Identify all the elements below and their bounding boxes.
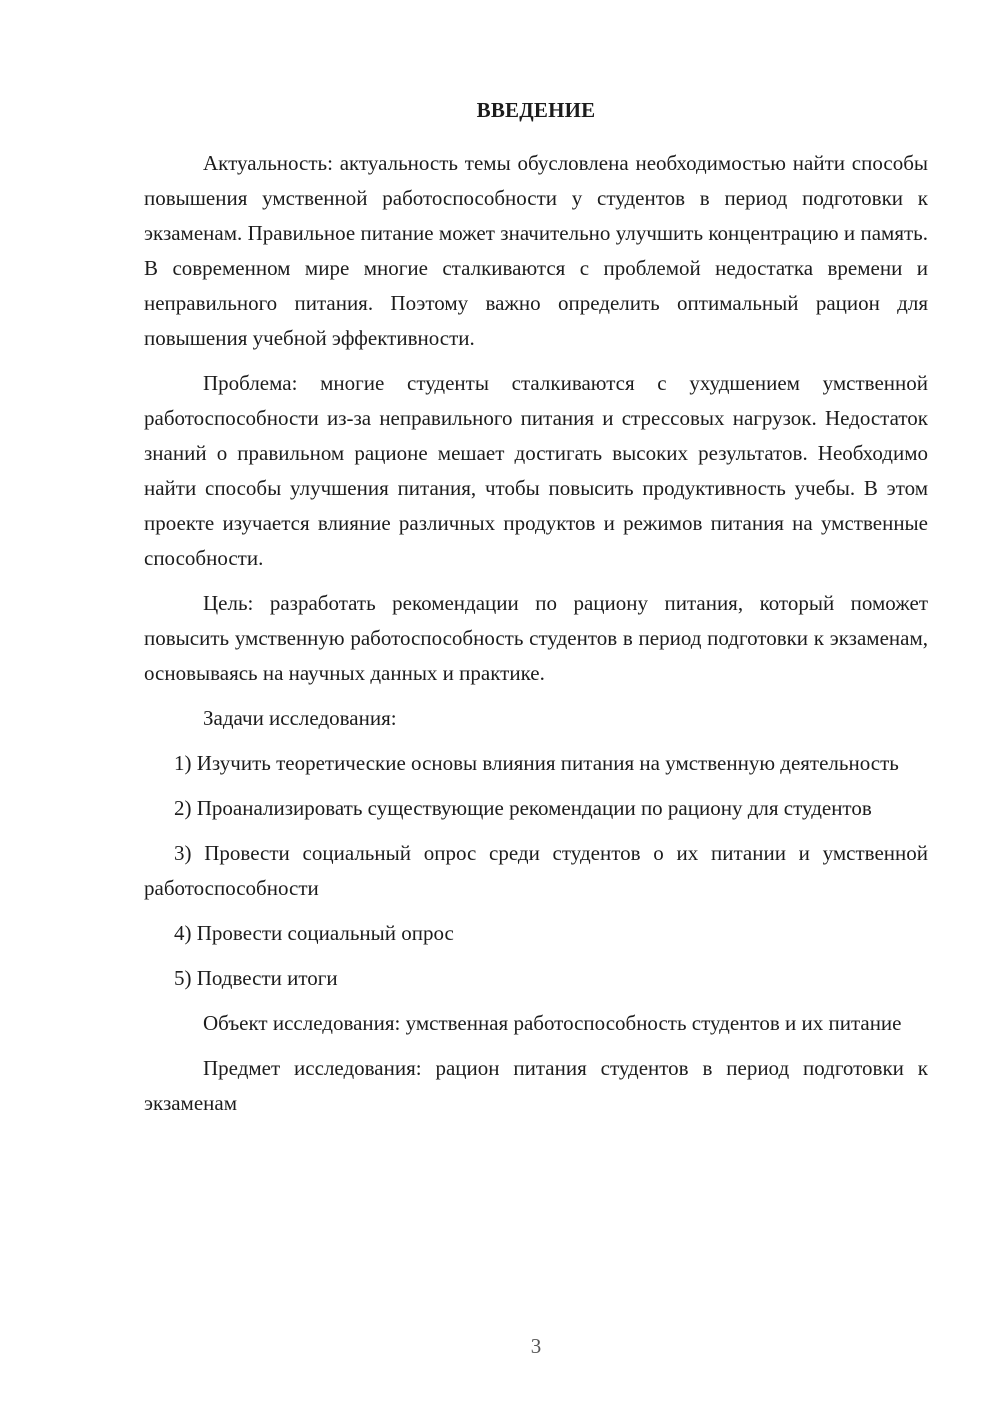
subject-paragraph: Предмет исследования: рацион питания студентов в период подготовки к экзаменам [144, 1056, 928, 1115]
tasks-heading: Задачи исследования: [203, 706, 397, 730]
task-item-2: 2) Проанализировать существующие рекомендации по рациону для студентов [174, 796, 872, 820]
goal-paragraph: Цель: разработать рекомендации по рациону питания, который поможет повысить умственную работоспособность студентов в период подготовки к экзаменам, основываясь на научных данных и практике. [144, 591, 928, 685]
page-number: 3 [530, 1334, 542, 1358]
task-item-1: 1) Изучить теоретические основы влияния питания на умственную деятельность [174, 751, 899, 775]
task-item-4: 4) Провести социальный опрос [174, 921, 454, 945]
relevance-paragraph: Актуальность: актуальность темы обусловлена необходимостью найти способы повышения умственной работоспособности у студентов в период подготовки к экзаменам. Правильное питание может значительно улучшить концентрацию и память. В современном мире многие сталкиваются с проблемой недостатка времени и неправильного питания. Поэтому важно определить оптимальный рацион для повышения учебной эффективности. [144, 151, 928, 350]
document-page [144, 96, 928, 1121]
problem-paragraph: Проблема: многие студенты сталкиваются с ухудшением умственной работоспособности из-за неправильного питания и стрессовых нагрузок. Недостаток знаний о правильном рационе мешает достигать высоких результатов. Необходимо найти способы улучшения питания, чтобы повысить продуктивность учебы. В этом проекте изучается влияние различных продуктов и режимов питания на умственные способности. [144, 371, 928, 570]
object-paragraph: Объект исследования: умственная работоспособность студентов и их питание [203, 1011, 902, 1035]
task-item-3: 3) Провести социальный опрос среди студентов о их питании и умственной работоспособности [144, 841, 928, 900]
section-title: ВВЕДЕНИЕ [476, 98, 596, 122]
task-item-5: 5) Подвести итоги [174, 966, 338, 990]
tasks-list [144, 746, 928, 996]
